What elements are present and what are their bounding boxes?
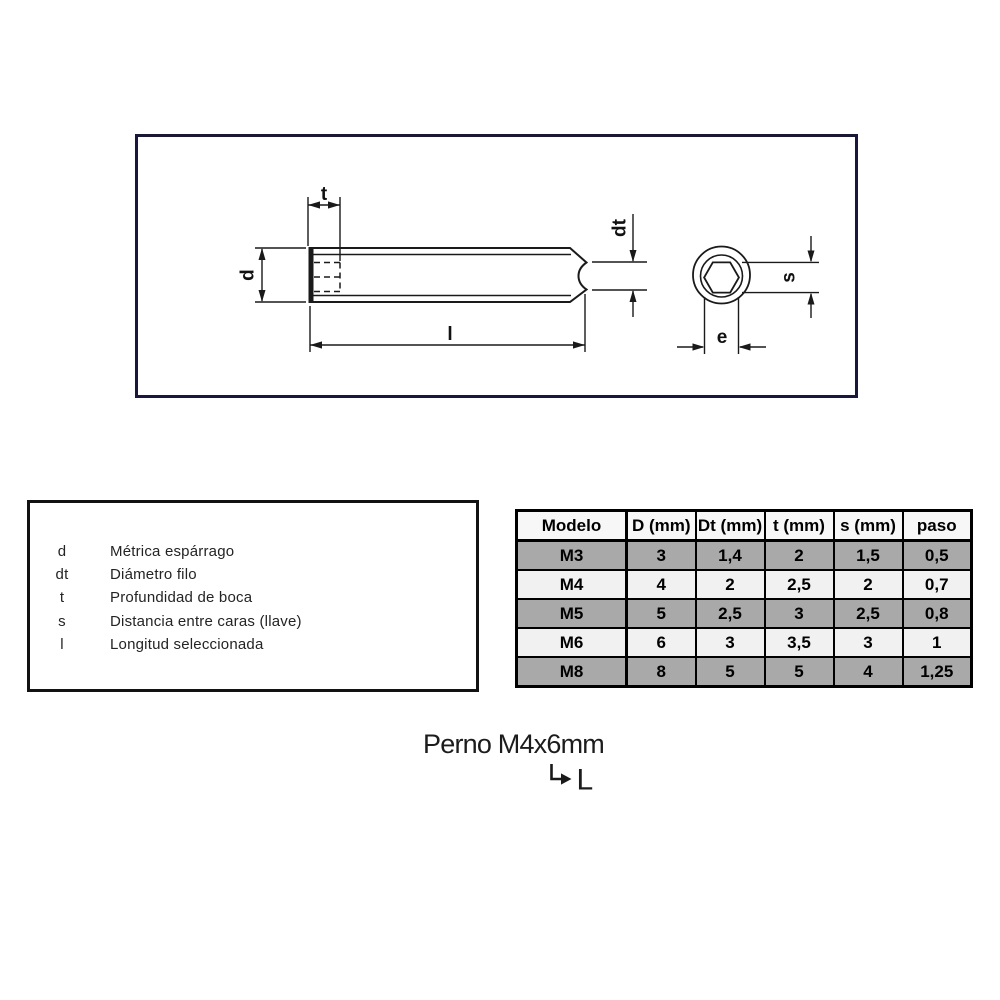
table-cell: 6	[627, 628, 696, 657]
table-cell: M8	[517, 657, 627, 687]
table-cell: 3	[627, 541, 696, 571]
table-cell: 3,5	[765, 628, 834, 657]
table-cell: M5	[517, 599, 627, 628]
screw-side-view	[311, 247, 587, 303]
dim-label-e: e	[716, 327, 728, 348]
table-cell: 1,5	[834, 541, 903, 571]
legend-item	[34, 633, 476, 656]
table-cell: 2	[765, 541, 834, 571]
legend-symbol: s	[58, 612, 66, 630]
corner-arrow-head	[561, 773, 572, 784]
spec-table-header-cell: D (mm)	[627, 511, 696, 541]
length-arrow-symbol	[540, 758, 600, 794]
table-cell: 0,7	[903, 570, 972, 599]
legend-symbol: d	[57, 543, 67, 561]
screw-body-outline	[311, 248, 587, 302]
table-cell: 5	[765, 657, 834, 687]
dim-label-d: d	[237, 269, 259, 281]
legend-item	[34, 540, 476, 563]
legend-description: Profundidad de boca	[110, 589, 253, 607]
table-cell: 3	[696, 628, 765, 657]
table-row	[517, 599, 972, 628]
table-cell: 0,5	[903, 541, 972, 571]
table-row	[517, 541, 972, 571]
table-row	[517, 657, 972, 687]
legend-item	[34, 610, 476, 633]
table-cell: 5	[627, 599, 696, 628]
corner-arrow-icon	[552, 764, 562, 779]
table-cell: 8	[627, 657, 696, 687]
legend-description: Distancia entre caras (llave)	[110, 612, 302, 630]
table-cell: 2,5	[696, 599, 765, 628]
table-row	[517, 628, 972, 657]
length-arrow-label: L	[576, 763, 594, 794]
spec-table-header-cell: Dt (mm)	[696, 511, 765, 541]
spec-table-body	[517, 541, 972, 687]
legend-list	[34, 540, 476, 656]
table-cell: 1	[903, 628, 972, 657]
legend-symbol: t	[59, 589, 65, 607]
table-cell: 4	[834, 657, 903, 687]
spec-table	[515, 509, 973, 688]
dim-label-l: l	[447, 324, 453, 345]
legend-box	[27, 500, 479, 692]
set-screw-technical-drawing	[125, 125, 870, 410]
spec-table-header-cell: s (mm)	[834, 511, 903, 541]
table-cell: 2,5	[834, 599, 903, 628]
dim-label-dt: dt	[609, 219, 631, 237]
table-row	[517, 570, 972, 599]
table-cell: 3	[765, 599, 834, 628]
legend-item	[34, 586, 476, 609]
dim-label-s: s	[778, 272, 800, 283]
caption-title: Perno M4x6mm	[423, 729, 604, 759]
table-cell: M3	[517, 541, 627, 571]
spec-table-header-cell: paso	[903, 511, 972, 541]
spec-table-header-row	[517, 511, 972, 541]
legend-description: Longitud seleccionada	[110, 635, 264, 653]
table-cell: 2	[696, 570, 765, 599]
table-cell: 1,25	[903, 657, 972, 687]
legend-symbol: l	[60, 635, 64, 653]
table-cell: 5	[696, 657, 765, 687]
table-cell: 1,4	[696, 541, 765, 571]
table-cell: M6	[517, 628, 627, 657]
legend-item	[34, 563, 476, 586]
spec-table-header-cell: t (mm)	[765, 511, 834, 541]
dim-label-t: t	[320, 184, 328, 205]
legend-description: Métrica espárrago	[110, 543, 235, 561]
table-cell: 4	[627, 570, 696, 599]
table-cell: 2,5	[765, 570, 834, 599]
table-cell: 2	[834, 570, 903, 599]
table-cell: 0,8	[903, 599, 972, 628]
table-cell: M4	[517, 570, 627, 599]
legend-symbol: dt	[55, 566, 69, 584]
legend-description: Diámetro filo	[110, 566, 197, 584]
spec-table-header-cell: Modelo	[517, 511, 627, 541]
table-cell: 3	[834, 628, 903, 657]
